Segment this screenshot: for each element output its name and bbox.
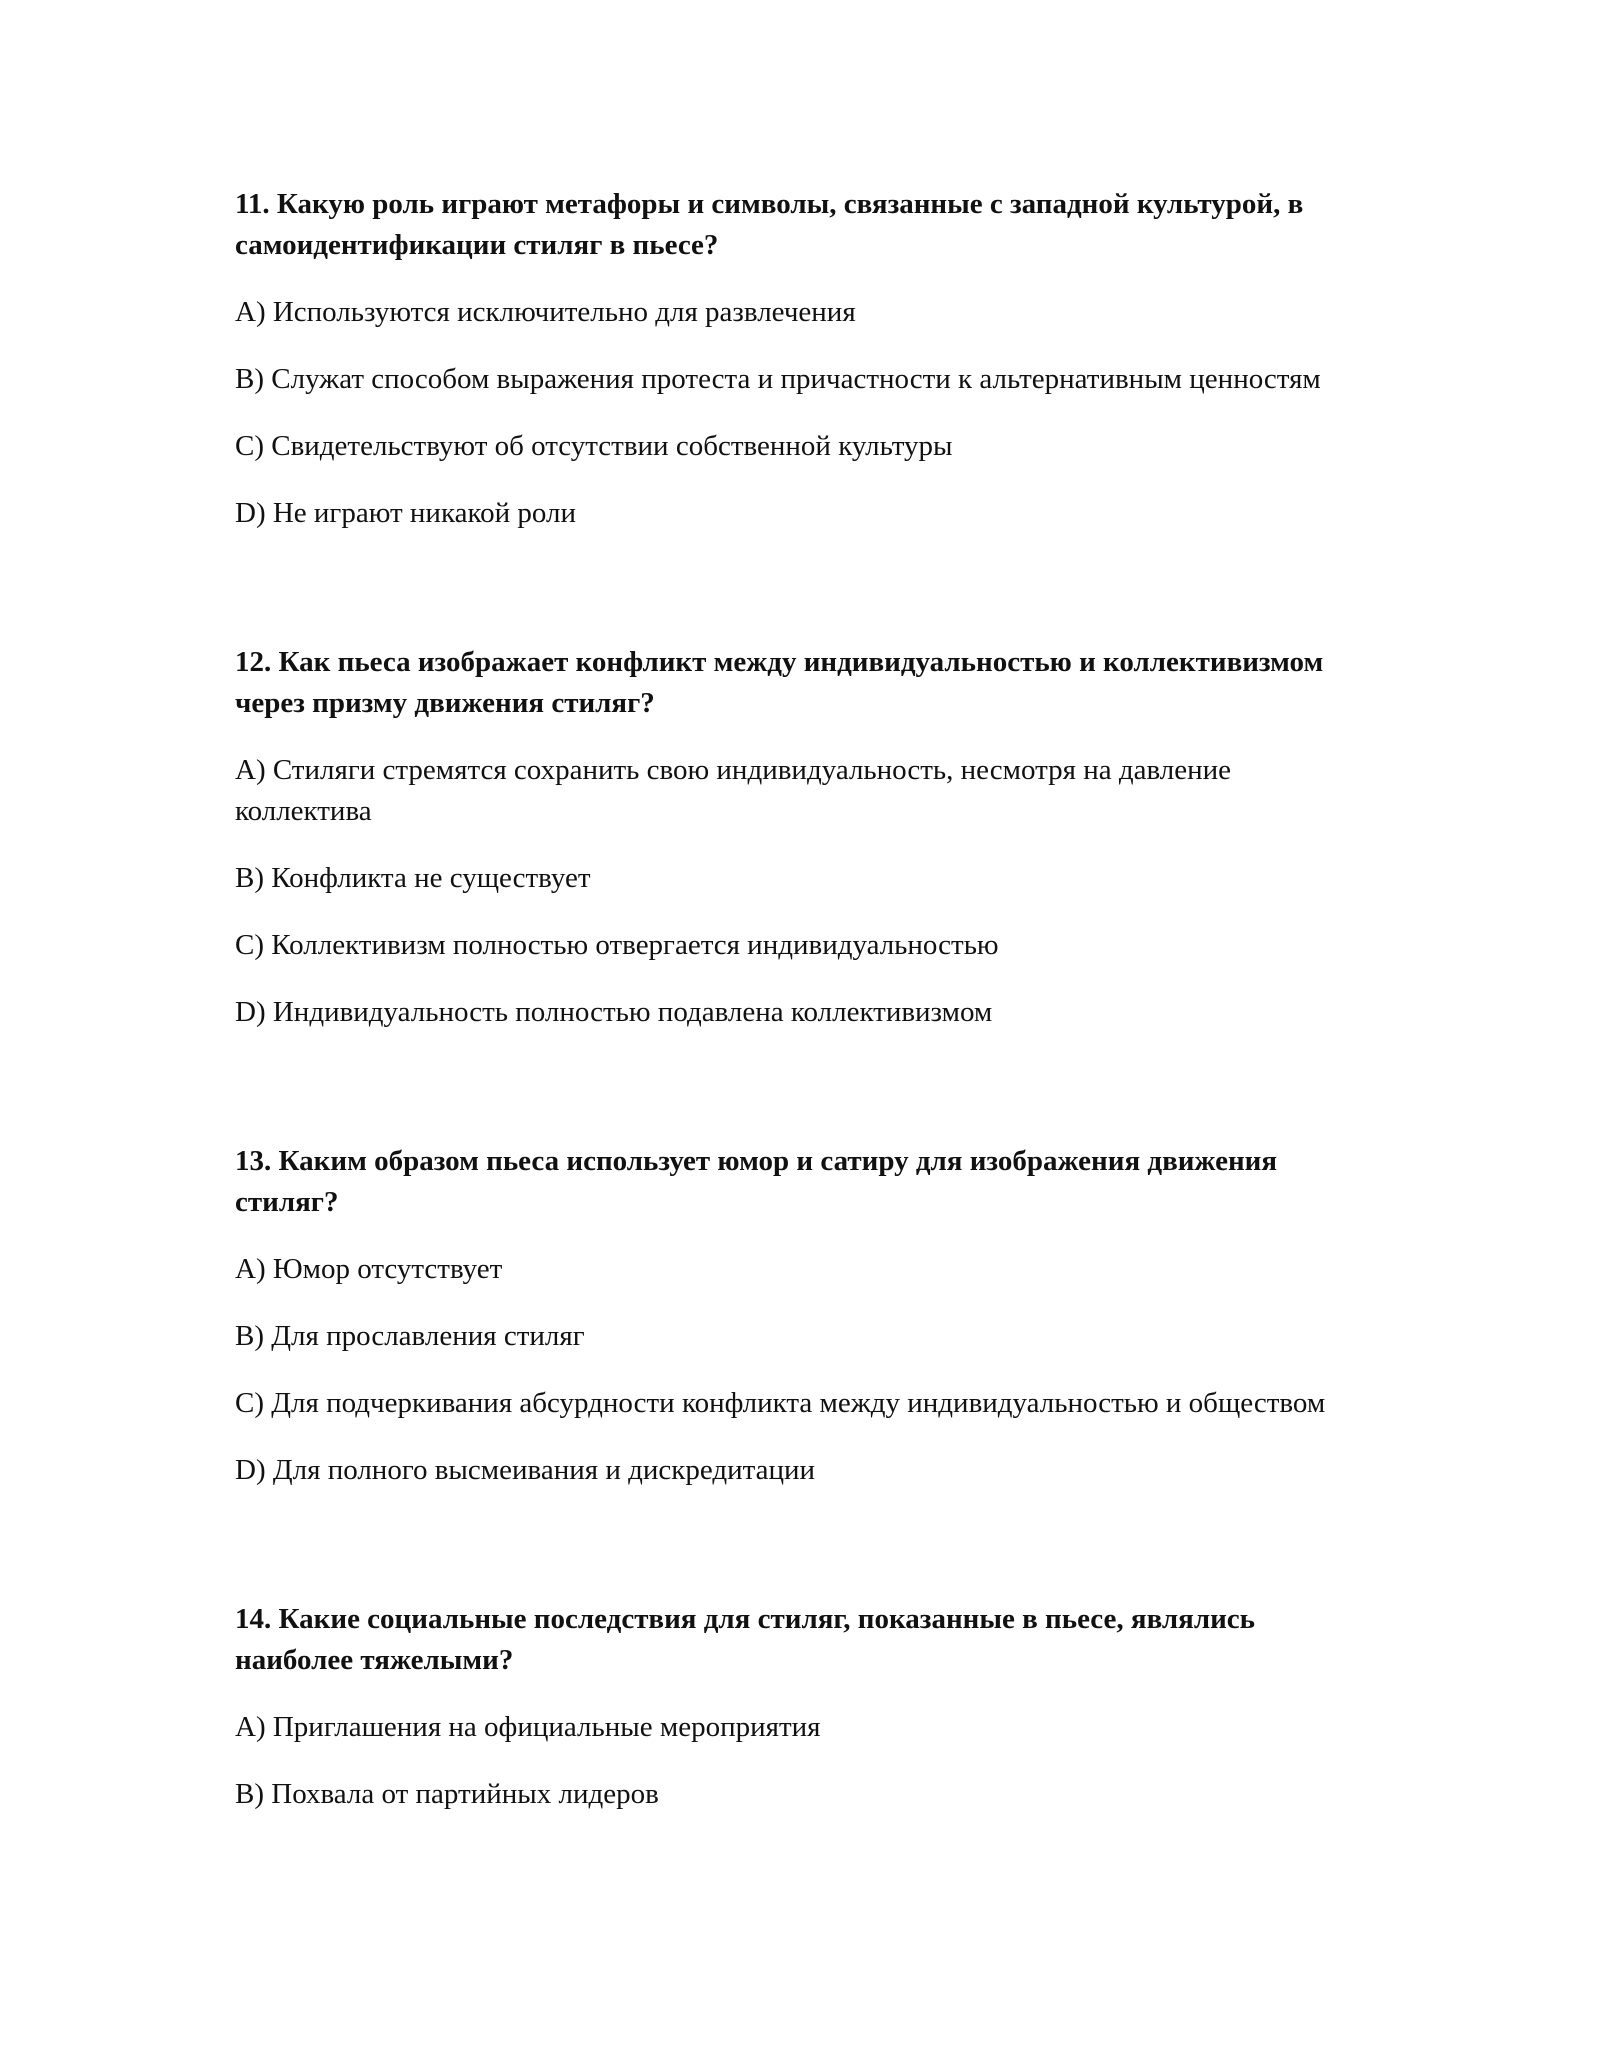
- answer-option-a: A) Приглашения на официальные мероприятия: [235, 1711, 821, 1743]
- answer-option-d: D) Индивидуальность полностью подавлена коллективизмом: [235, 996, 993, 1028]
- question-14: [235, 1599, 1365, 1815]
- answer-option-b: B) Похвала от партийных лидеров: [235, 1778, 659, 1810]
- answer-option-c: C) Коллективизм полностью отвергается индивидуальностью: [235, 929, 999, 961]
- question-text: 14. Какие социальные последствия для стиляг, показанные в пьесе, являлись наиболее тяжелыми?: [235, 1603, 1256, 1676]
- answer-option-a: A) Юмор отсутствует: [235, 1253, 503, 1285]
- answer-option-d: D) Для полного высмеивания и дискредитации: [235, 1454, 816, 1486]
- answer-option-a: A) Используются исключительно для развлечения: [235, 296, 856, 328]
- answer-option-b: B) Конфликта не существует: [235, 862, 591, 894]
- question-12: [235, 642, 1365, 1033]
- answer-option-c: C) Свидетельствуют об отсутствии собственной культуры: [235, 430, 953, 462]
- answer-option-c: C) Для подчеркивания абсурдности конфликта между индивидуальностью и обществом: [235, 1387, 1326, 1419]
- question-text: 12. Как пьеса изображает конфликт между индивидуальностью и коллективизмом через призму движения стиляг?: [235, 646, 1324, 719]
- question-text: 13. Каким образом пьеса использует юмор и сатиру для изображения движения стиляг?: [235, 1145, 1278, 1218]
- question-13: [235, 1141, 1365, 1491]
- question-list: [235, 184, 1365, 1815]
- answer-option-a: A) Стиляги стремятся сохранить свою индивидуальность, несмотря на давление коллектива: [235, 754, 1232, 827]
- question-text: 11. Какую роль играют метафоры и символы, связанные с западной культурой, в самоидентификации стиляг в пьесе?: [235, 188, 1304, 261]
- answer-option-d: D) Не играют никакой роли: [235, 497, 576, 529]
- answer-option-b: B) Служат способом выражения протеста и причастности к альтернативным ценностям: [235, 363, 1321, 395]
- question-11: [235, 184, 1365, 534]
- answer-option-b: B) Для прославления стиляг: [235, 1320, 585, 1352]
